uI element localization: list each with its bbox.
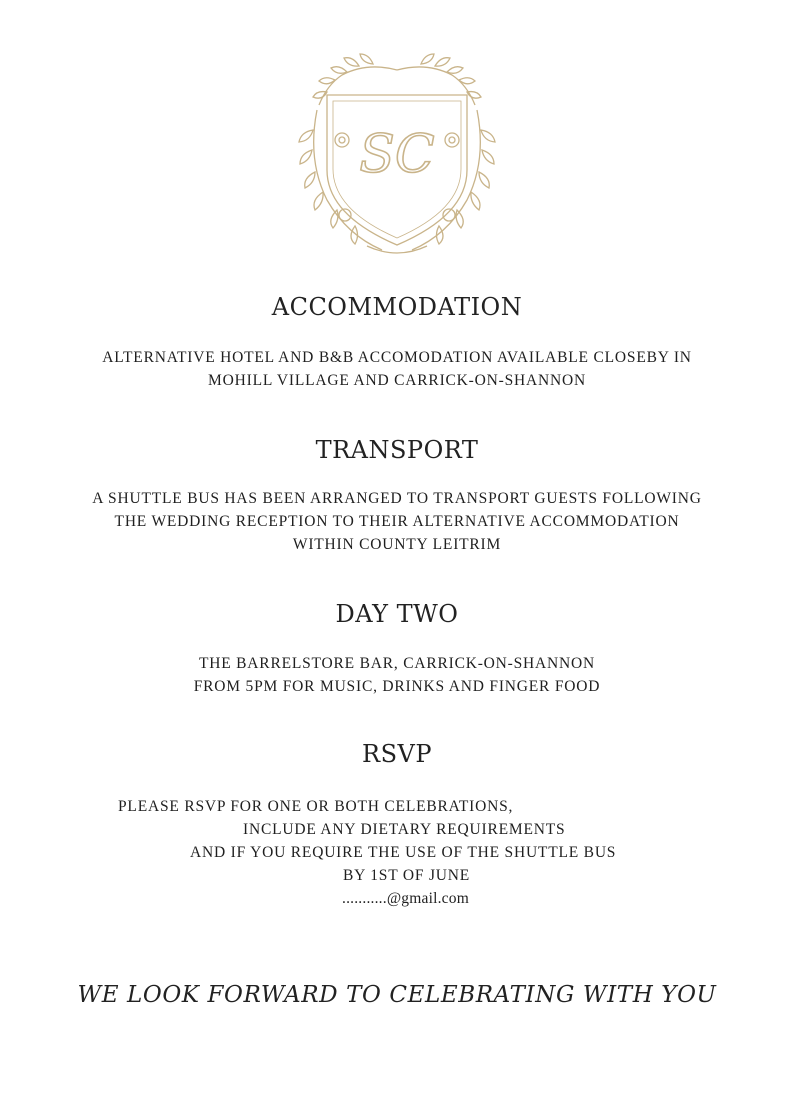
rsvp-line: PLEASE RSVP FOR ONE OR BOTH CELEBRATIONS, (118, 798, 514, 815)
accommodation-line: MOHILL VILLAGE AND CARRICK-ON-SHANNON (208, 372, 586, 389)
rsvp-line: BY 1ST OF JUNE (343, 867, 471, 884)
monogram-crest (287, 50, 507, 260)
day-two-heading: DAY TWO (335, 600, 459, 628)
floral-crest-icon (287, 50, 507, 260)
closing-message: WE LOOK FORWARD TO CELEBRATING WITH YOU (77, 982, 717, 1008)
day-two-line: THE BARRELSTORE BAR, CARRICK-ON-SHANNON (198, 655, 596, 672)
transport-text (0, 487, 794, 556)
rsvp-heading: RSVP (362, 740, 432, 768)
transport-line: A SHUTTLE BUS HAS BEEN ARRANGED TO TRANSPORT GUESTS FOLLOWING (92, 490, 702, 507)
transport-heading: TRANSPORT (315, 436, 479, 464)
rsvp-line: AND IF YOU REQUIRE THE USE OF THE SHUTTLE BUS (190, 844, 617, 861)
monogram-text: SC (359, 125, 435, 185)
transport-line: WITHIN COUNTY LEITRIM (292, 536, 502, 553)
day-two-line: FROM 5PM FOR MUSIC, DRINKS AND FINGER FOOD (193, 678, 601, 695)
accommodation-heading: ACCOMMODATION (271, 293, 523, 321)
rsvp-line: INCLUDE ANY DIETARY REQUIREMENTS (243, 821, 566, 838)
rsvp-email[interactable]: ...........@gmail.com (342, 890, 469, 907)
day-two-text (0, 652, 794, 698)
accommodation-line: ALTERNATIVE HOTEL AND B&B ACCOMODATION AVAILABLE CLOSEBY IN (102, 349, 692, 366)
transport-line: THE WEDDING RECEPTION TO THEIR ALTERNATIVE ACCOMMODATION (114, 513, 680, 530)
accommodation-text (0, 346, 794, 392)
